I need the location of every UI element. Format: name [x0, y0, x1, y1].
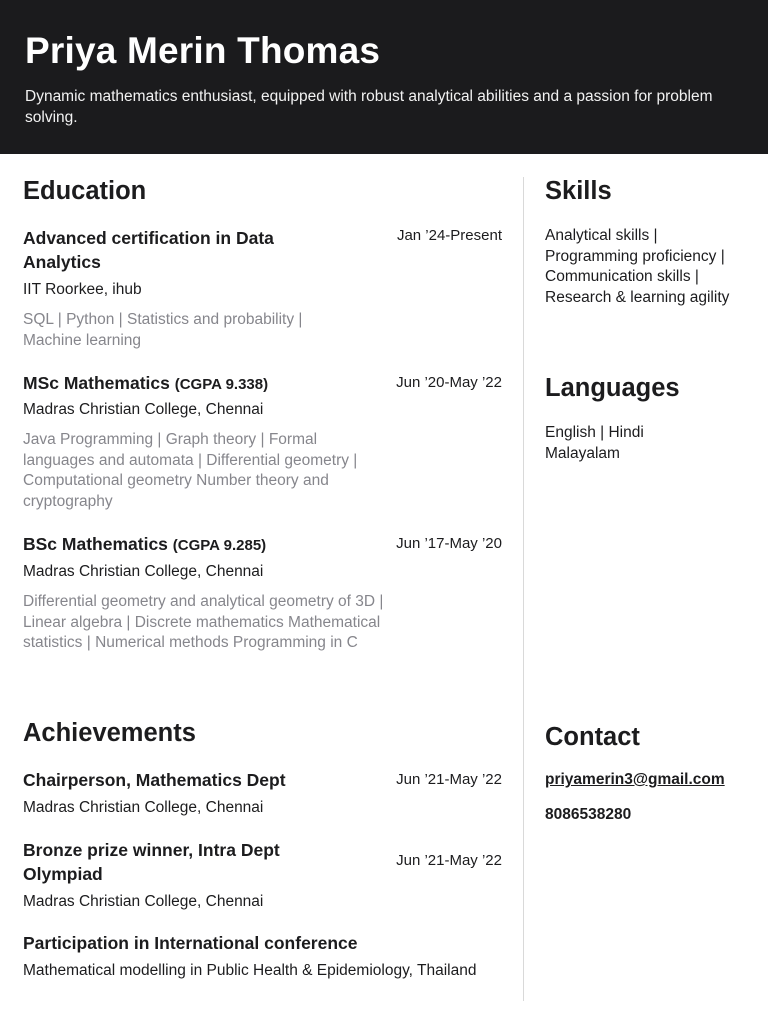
education-entry-org: Madras Christian College, Chennai	[23, 563, 264, 580]
education-entry-desc: Differential geometry and analytical geometry of 3D | Linear algebra | Discrete mathematics Mathematical statistics | Numerical methods Programming in C	[23, 593, 384, 652]
skills-list: Analytical skills | Programming proficiency | Communication skills | Research & learning agility	[545, 227, 730, 307]
resume-header	[0, 0, 768, 154]
phone-number: 8086538280	[545, 806, 632, 823]
achievement-entry-org: Mathematical modelling in Public Health & Epidemiology, Thailand	[23, 962, 477, 979]
languages-line: English | Hindi	[545, 424, 644, 441]
achievement-entry-date: Jun ’21-May ’22	[396, 852, 502, 869]
column-divider	[523, 177, 524, 1001]
education-entry-gpa: (CGPA 9.285)	[172, 537, 267, 554]
education-entry-title-text: BSc Mathematics	[23, 534, 168, 554]
achievement-entry-title: Bronze prize winner, Intra Dept Olympiad	[23, 840, 280, 884]
achievement-entry-org: Madras Christian College, Chennai	[23, 799, 264, 816]
education-entry-title	[23, 532, 266, 558]
skills-heading: Skills	[545, 177, 612, 205]
achievement-entry-title: Participation in International conference	[23, 933, 358, 953]
education-entry-date: Jun ’17-May ’20	[396, 535, 502, 552]
email-link[interactable]: priyamerin3@gmail.com	[545, 771, 725, 788]
education-entry-title-text: Advanced certification in Data Analytics	[23, 228, 274, 272]
education-entry-org: Madras Christian College, Chennai	[23, 401, 264, 418]
achievements-heading: Achievements	[23, 719, 196, 747]
languages-line: Malayalam	[545, 445, 620, 462]
education-entry-desc: Java Programming | Graph theory | Formal languages and automata | Differential geometry | Computational geometry Number theory and cryptography	[23, 431, 358, 511]
candidate-tagline: Dynamic mathematics enthusiast, equipped with robust analytical abilities and a passion for problem solving.	[25, 88, 713, 126]
achievement-entry-title: Chairperson, Mathematics Dept	[23, 770, 286, 790]
education-entry-gpa: (CGPA 9.338)	[174, 376, 269, 393]
contact-heading: Contact	[545, 723, 640, 751]
education-entry-org: IIT Roorkee, ihub	[23, 281, 142, 298]
education-entry-title	[23, 371, 268, 397]
education-entry-date: Jun ’20-May ’22	[396, 374, 502, 391]
achievement-entry-date: Jun ’21-May ’22	[396, 771, 502, 788]
education-heading: Education	[23, 177, 147, 205]
achievement-entry-org: Madras Christian College, Chennai	[23, 893, 264, 910]
languages-heading: Languages	[545, 374, 680, 402]
education-entry-date: Jan ’24-Present	[396, 227, 502, 244]
education-entry-title-text: MSc Mathematics	[23, 373, 170, 393]
education-entry-title	[23, 226, 283, 274]
candidate-name: Priya Merin Thomas	[25, 30, 381, 71]
education-entry-desc: SQL | Python | Statistics and probability | Machine learning	[23, 311, 303, 349]
